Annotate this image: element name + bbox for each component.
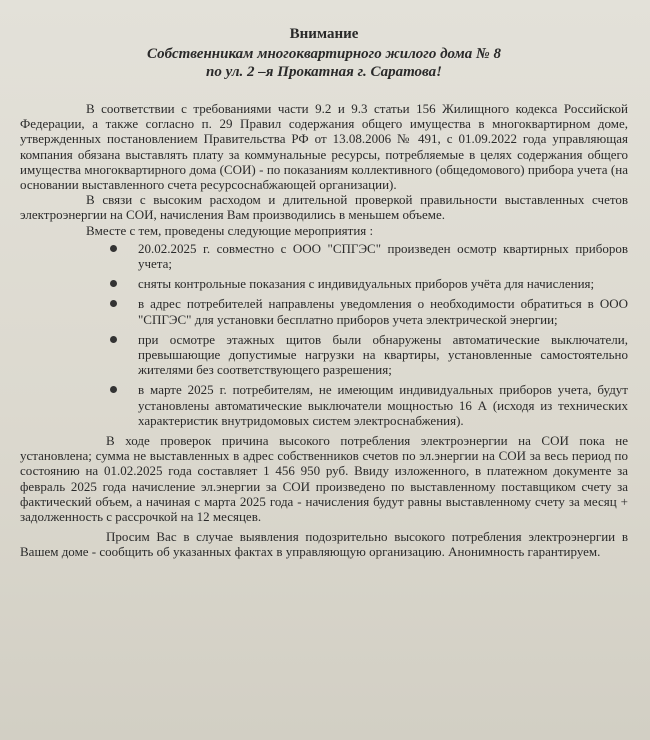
measures-list [20, 241, 628, 428]
notice-title: Внимание [289, 26, 359, 42]
paragraph-legal-basis: В соответствии с требованиями части 9.2 и 9.3 статьи 156 Жилищного кодекса Российской Федерации, а также согласно п. 29 Правил содержания общего имущества в многоквартирном доме, утвержденных постановлением Правительства РФ от 13.08.2006 № 491, с 01.09.2022 года управляющая компания обязана выставлять плату за коммунальные ресурсы, потребляемые в целях содержания общего имущества многоквартирного дома (СОИ) - по показаниям коллективного (общедомового) прибора учета (на основании выставленного счета ресурсоснабжающей организации). [20, 101, 628, 193]
paragraph-investigation-result: В ходе проверок причина высокого потребления электроэнергии на СОИ пока не установлена; сумма не выставленных в адрес собственников счетов по эл.энергии на СОИ за весь период по состоянию на 01.02.2025 года составляет 1 456 950 руб. Ввиду изложенного, в платежном документе за февраль 2025 года начисление эл.энергии за СОИ произведено по выставленному поставщиком счету за фактический объем, а начиная с марта 2025 года - начисления будут равны выставленному счету за месяц + задолженность с рассрочкой на 12 месяцев. [20, 433, 628, 525]
list-item: в адрес потребителей направлены уведомления о необходимости обратиться в ООО "СПГЭС" для установки бесплатно приборов учета электрической энергии; [110, 296, 628, 326]
paragraph-reduced-billing: В связи с высоким расходом и длительной проверкой правильности выставленных счетов электроэнергии на СОИ, начисления Вам производились в меньшем объеме. [20, 192, 628, 223]
list-item: в марте 2025 г. потребителям, не имеющим индивидуальных приборов учета, будут установлены автоматические выключатели мощностью 16 А (исходя из технических характеристик внутридомовых систем электроснабжения). [110, 382, 628, 428]
notice-addressee-line-1: Собственникам многоквартирного жилого дома № 8 [147, 46, 501, 62]
notice-addressee-line-2: по ул. 2 –я Прокатная г. Саратова! [206, 64, 442, 80]
notice-body [20, 101, 628, 560]
notice-header [20, 26, 628, 81]
paragraph-measures-intro: Вместе с тем, проведены следующие мероприятия : [86, 222, 374, 238]
list-item: 20.02.2025 г. совместно с ООО "СПГЭС" произведен осмотр квартирных приборов учета; [110, 241, 628, 271]
list-item: при осмотре этажных щитов были обнаружены автоматические выключатели, превышающие допустимые нагрузки на квартиры, установленные самостоятельно жителями без соответствующего разрешения; [110, 332, 628, 378]
list-item: сняты контрольные показания с индивидуальных приборов учёта для начисления; [110, 276, 628, 291]
paragraph-request: Просим Вас в случае выявления подозрительно высокого потребления электроэнергии в Вашем доме - сообщить об указанных фактах в управляющую организацию. Анонимность гарантируем. [20, 529, 628, 560]
